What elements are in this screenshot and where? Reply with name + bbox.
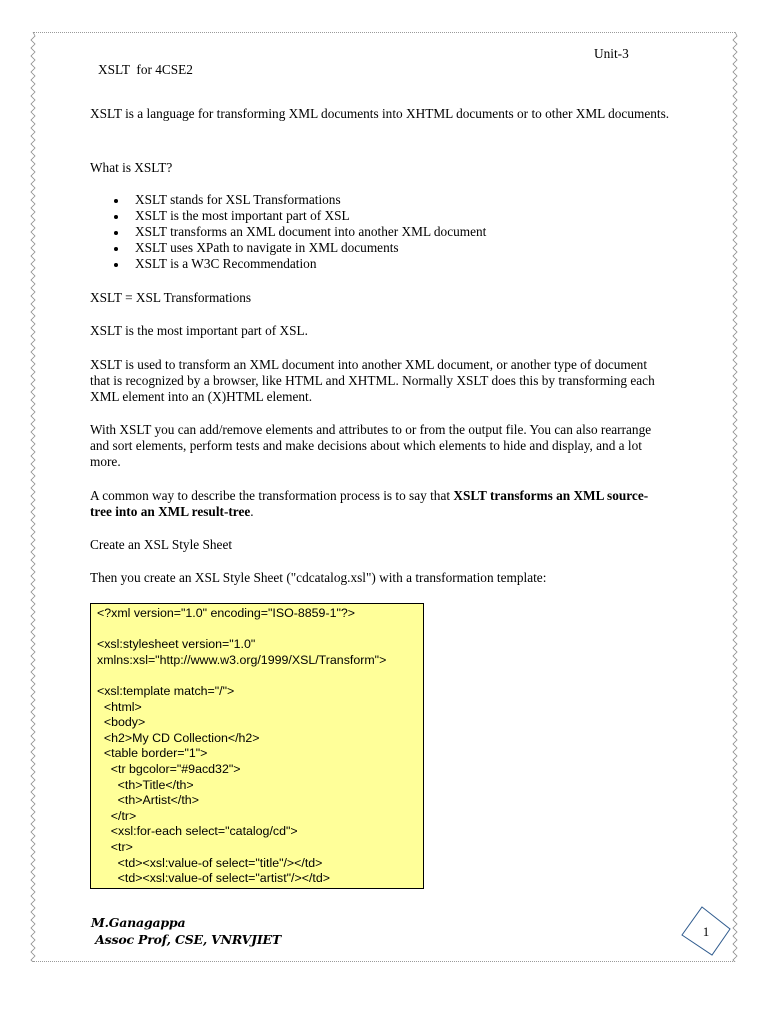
unit-label: Unit-3 bbox=[594, 46, 629, 61]
page-title: XSLT for 4CSE2 bbox=[98, 62, 193, 77]
process-end: . bbox=[250, 504, 254, 519]
bottom-dotted-border bbox=[33, 961, 735, 962]
list-item: XSLT transforms an XML document into another XML document bbox=[108, 224, 486, 240]
author-name: M.Ganagappa bbox=[91, 915, 186, 930]
list-item: XSLT stands for XSL Transformations bbox=[108, 192, 486, 208]
process-text: A common way to describe the transformation process is to say that bbox=[90, 488, 454, 503]
author-signature bbox=[91, 914, 281, 948]
code-text: <?xml version="1.0" encoding="ISO-8859-1"?> <xsl:stylesheet version="1.0" xmlns:xsl="http://www.w3.org/1999/XSL/Transform"> <xsl:template match="/"> <html> <body> <h2>My CD Collection</h2> <table border="1"> <tr bgcolor="#9acd32"> <th>Title</th> <th>Artist</th> </tr> <xsl:for-each select="catalog/cd"> <tr> <td><xsl:value-of select="title"/></td> <td><xsl:value-of select="artist"/></td> bbox=[97, 606, 387, 886]
code-listing bbox=[90, 603, 424, 889]
important-paragraph: XSLT is the most important part of XSL. bbox=[90, 323, 308, 338]
author-title: Assoc Prof, CSE, VNRVJIET bbox=[91, 932, 281, 947]
feature-list bbox=[108, 192, 486, 272]
right-wavy-border bbox=[732, 32, 738, 962]
list-item: XSLT is a W3C Recommendation bbox=[108, 256, 486, 272]
left-wavy-border bbox=[30, 32, 36, 962]
what-is-heading: What is XSLT? bbox=[90, 160, 173, 175]
transform-paragraph: XSLT is used to transform an XML document into another XML document, or another type of document that is recognized by a browser, like HTML and XHTML. Normally XSLT does this by transforming each XML element into an (X)HTML element. bbox=[90, 357, 655, 404]
list-item: XSLT is the most important part of XSL bbox=[108, 208, 486, 224]
create-heading: Create an XSL Style Sheet bbox=[90, 537, 233, 552]
process-emphasis: XSLT transforms an XML source-tree into an XML result-tree bbox=[90, 488, 649, 519]
intro-paragraph: XSLT is a language for transforming XML documents into XHTML documents or to other XML documents. bbox=[90, 106, 670, 121]
equation-paragraph: XSLT = XSL Transformations bbox=[90, 290, 252, 305]
list-item: XSLT uses XPath to navigate in XML documents bbox=[108, 240, 486, 256]
top-dotted-border bbox=[33, 32, 735, 33]
page-number: 1 bbox=[702, 924, 710, 939]
transformation-process-paragraph bbox=[90, 488, 670, 520]
capabilities-paragraph: With XSLT you can add/remove elements and attributes to or from the output file. You can also rearrange and sort elements, perform tests and make decisions about which elements to hide and display, and a lot more. bbox=[90, 422, 652, 469]
stylesheet-intro: Then you create an XSL Style Sheet ("cdcatalog.xsl") with a transformation template: bbox=[90, 570, 547, 585]
